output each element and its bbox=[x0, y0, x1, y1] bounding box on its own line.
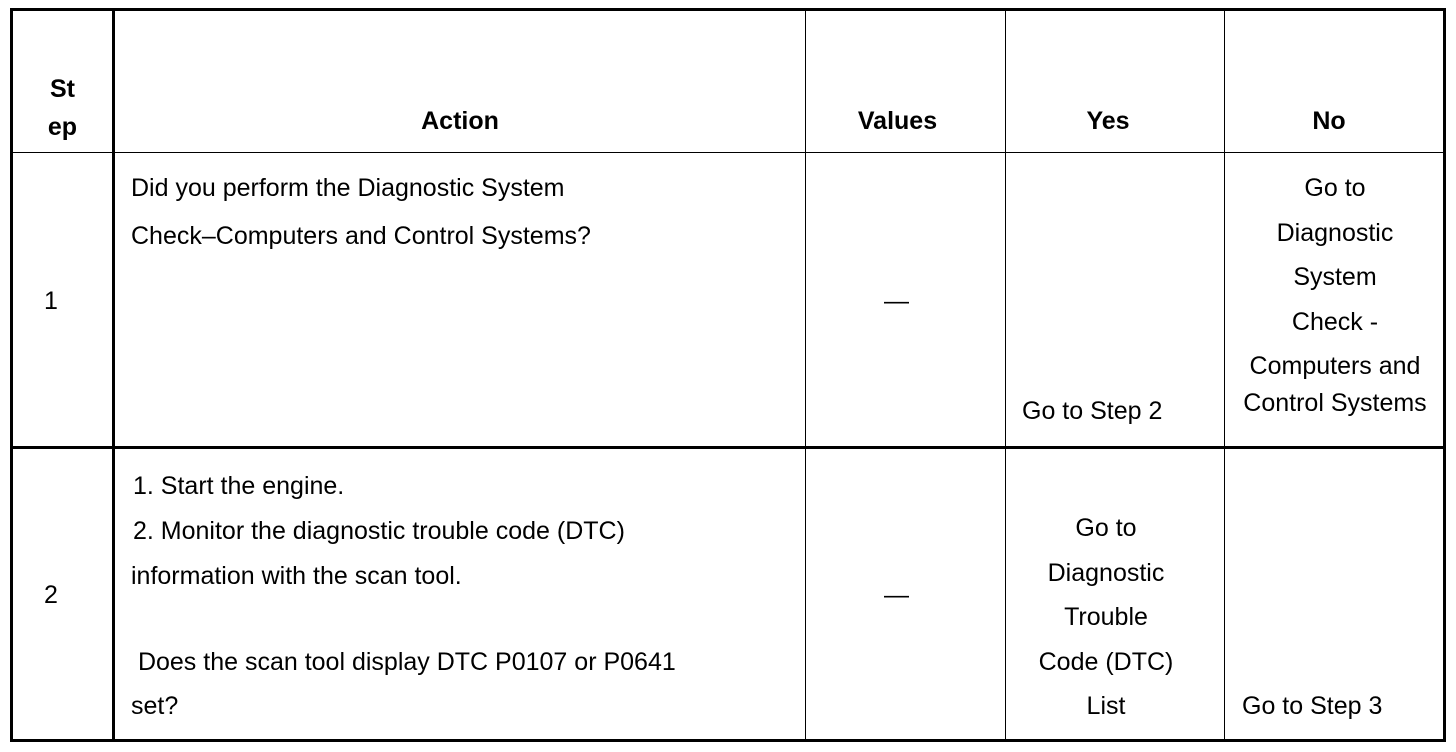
values-dash: — bbox=[884, 581, 909, 609]
action-text-line: 1. Start the engine. bbox=[133, 472, 345, 500]
header-step-line1: St bbox=[50, 75, 75, 103]
header-yes: Yes bbox=[1086, 107, 1130, 135]
action-text-line: set? bbox=[131, 692, 179, 720]
action-text-line: 2. Monitor the diagnostic trouble code (DTC) bbox=[133, 517, 625, 545]
yes-link-line: Trouble bbox=[1064, 603, 1148, 631]
yes-link-line: Diagnostic bbox=[1047, 558, 1165, 587]
action-text-line: information with the scan tool. bbox=[131, 562, 462, 590]
action-text-line: Check–Computers and Control Systems? bbox=[131, 222, 591, 250]
yes-link-line: Code (DTC) bbox=[1038, 647, 1174, 676]
no-link[interactable]: Go to Step 3 bbox=[1242, 692, 1383, 720]
header-no: No bbox=[1312, 107, 1346, 135]
action-text-line: Does the scan tool display DTC P0107 or P0641 bbox=[131, 648, 676, 676]
no-link-line: Diagnostic bbox=[1276, 218, 1394, 247]
yes-link[interactable]: Go to Step 2 bbox=[1022, 397, 1163, 425]
header-values: Values bbox=[857, 107, 938, 135]
header-step-line2: ep bbox=[47, 113, 78, 141]
yes-link-line: Go to bbox=[1075, 514, 1137, 542]
step-number: 1 bbox=[44, 287, 58, 315]
no-link[interactable] bbox=[1227, 166, 1443, 418]
yes-link-line: List bbox=[1086, 692, 1126, 720]
action-text-line: Did you perform the Diagnostic System bbox=[131, 174, 565, 202]
row-divider bbox=[10, 446, 1446, 449]
step-number: 2 bbox=[44, 581, 58, 609]
header-step bbox=[13, 70, 112, 146]
no-link-line: Computers and bbox=[1249, 352, 1421, 380]
no-link-line: System bbox=[1293, 263, 1377, 291]
header-action: Action bbox=[421, 107, 499, 135]
no-link-line: Go to bbox=[1304, 174, 1366, 202]
values-dash: — bbox=[884, 287, 909, 315]
yes-link[interactable] bbox=[1006, 506, 1206, 729]
no-link-line: Check - bbox=[1291, 307, 1379, 336]
row-divider bbox=[10, 152, 1446, 153]
no-link-line: Control Systems bbox=[1243, 389, 1427, 417]
